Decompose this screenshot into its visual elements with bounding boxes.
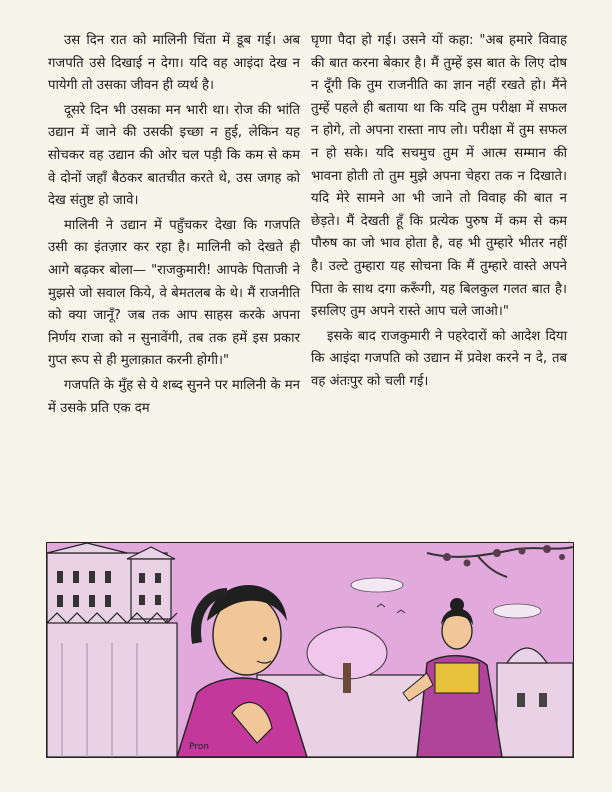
- paragraph: घृणा पैदा हो गई। उसने यों कहा: "अब हमारे विवाह की बात करना बेकार है। मैं तुम्हें इस बात के लिए दोष न दूँगी कि तुम राजनीति का ज्ञान नहीं रखते हो। मैंने तुम्हें पहले ही बताया था कि यदि तुम परीक्षा में सफल न होगे, तो अपना रास्ता नाप लो। परीक्षा में तुम सफल न हो सके। यदि सचमुच तुम में आत्म सम्मान की भावना होती तो तुम मुझे अपना चेहरा तक न दिखाते। यदि मेरे सामने आ भी जाने तो विवाह की बात न छेड़ते। मैं देखती हूँ कि प्रत्येक पुरुष में कम से कम पौरुष का जो भाव होता है, वह भी तुम्हारे भीतर नहीं है। उल्टे तुम्हारा यह सोचना कि मैं तुम्हारे वास्ते अपने पिता के साथ दगा करूँगी, यह बिलकुल गलत बात है। इसलिए तुम अपने रास्ते आप चले जाओ।": [311, 33, 567, 320]
- paragraph: उस दिन रात को मालिनी चिंता में डूब गई। अब गजपति उसे दिखाई न देगा। यदि वह आइंदा देख न पायेगी तो उसका जीवन ही व्यर्थ है।: [48, 33, 300, 94]
- paragraph: दूसरे दिन भी उसका मन भारी था। रोज की भांति उद्यान में जाने की उसकी इच्छा न हुई, लेकिन यह सोचकर वह उद्यान की ओर चल पड़ी कि कम से कम वे दोनों जहाँ बैठकर बातचीत करते थे, उस जगह को देख संतुष्ट हो जावे।: [48, 102, 300, 209]
- story-illustration: [46, 542, 574, 758]
- left-text-column: [48, 30, 300, 422]
- palace: [47, 543, 177, 757]
- paragraph: गजपति के मुँह से ये शब्द सुनने पर मालिनी के मन में उसके प्रति एक दम: [48, 377, 300, 416]
- artist-signature: Pron: [189, 742, 209, 752]
- paragraph: इसके बाद राजकुमारी ने पहरेदारों को आदेश दिया कि आइंदा गजपति को उद्यान में प्रवेश करने न दे, तब वह अंतःपुर को चली गई।: [311, 328, 567, 389]
- temple-dome: [497, 648, 573, 757]
- right-text-column: [311, 30, 567, 396]
- paragraph: मालिनी ने उद्यान में पहुँचकर देखा कि गजपति उसी का इंतज़ार कर रहा है। मालिनी को देखते ही आगे बढ़कर बोला— "राजकुमारी! आपके पिताजी ने मुझसे जो सवाल किये, वे बेमतलब के थे। मैं राजनीति को क्या जानूँ? जब तक आप साहस करके अपना निर्णय राजा को न सुनावेंगी, तब तक हमें इस प्रकार गुप्त रूप से ही मुलाक़ात करनी होगी।": [48, 217, 300, 369]
